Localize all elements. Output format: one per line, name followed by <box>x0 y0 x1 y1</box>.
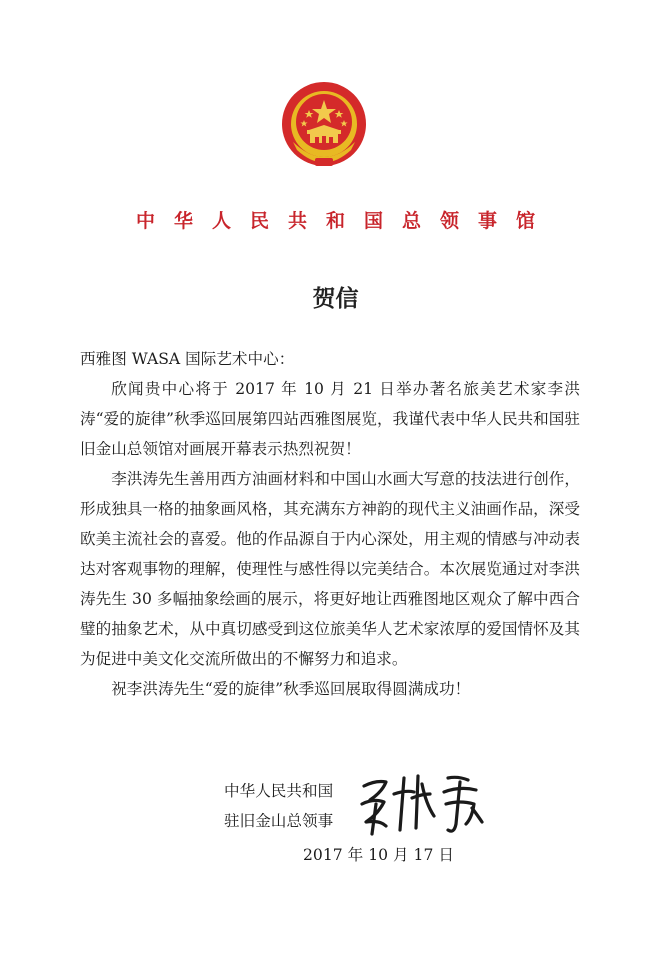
signature-org-line: 中华人民共和国 <box>224 782 334 800</box>
national-emblem-icon <box>279 80 369 172</box>
signature-date: 2017 年 10 月 17 日 <box>303 846 454 864</box>
paragraph: 祝李洪涛先生“爱的旋律”秋季巡回展取得圆满成功！ <box>111 680 471 698</box>
paragraph: 欣闻贵中心将于 2017 年 10 月 21 日举办著名旅美艺术家李洪涛“爱的旋律”秋季巡回展第四站西雅图展览，我谨代表中华人民共和国驻旧金山总领馆对画展开幕表示热烈祝贺！ <box>80 380 580 458</box>
letter-body <box>80 344 580 704</box>
letterhead: 中华人民共和国总领事馆 <box>135 210 554 232</box>
handwritten-signature <box>356 764 486 840</box>
signature-organization <box>224 776 333 836</box>
salutation: 西雅图 WASA 国际艺术中心： <box>80 350 295 368</box>
signature-org-line: 驻旧金山总领事 <box>224 812 334 830</box>
letter-title: 贺信 <box>312 286 359 312</box>
paragraph: 李洪涛先生善用西方油画材料和中国山水画大写意的技法进行创作，形成独具一格的抽象画风格，其充满东方神韵的现代主义油画作品，深受欧美主流社会的喜爱。他的作品源自于内心深处，用主观的情感与冲动表达对客观事物的理解，使理性与感性得以完美结合。本次展览通过对李洪涛先生 30 多幅抽象绘画的展示，将更好地让西雅图地区观众了解中西合璧的抽象艺术，从中真切感受到这位旅美华人艺术家浓厚的爱国情怀及其为促进中美文化交流所做出的不懈努力和追求。 <box>80 470 580 668</box>
